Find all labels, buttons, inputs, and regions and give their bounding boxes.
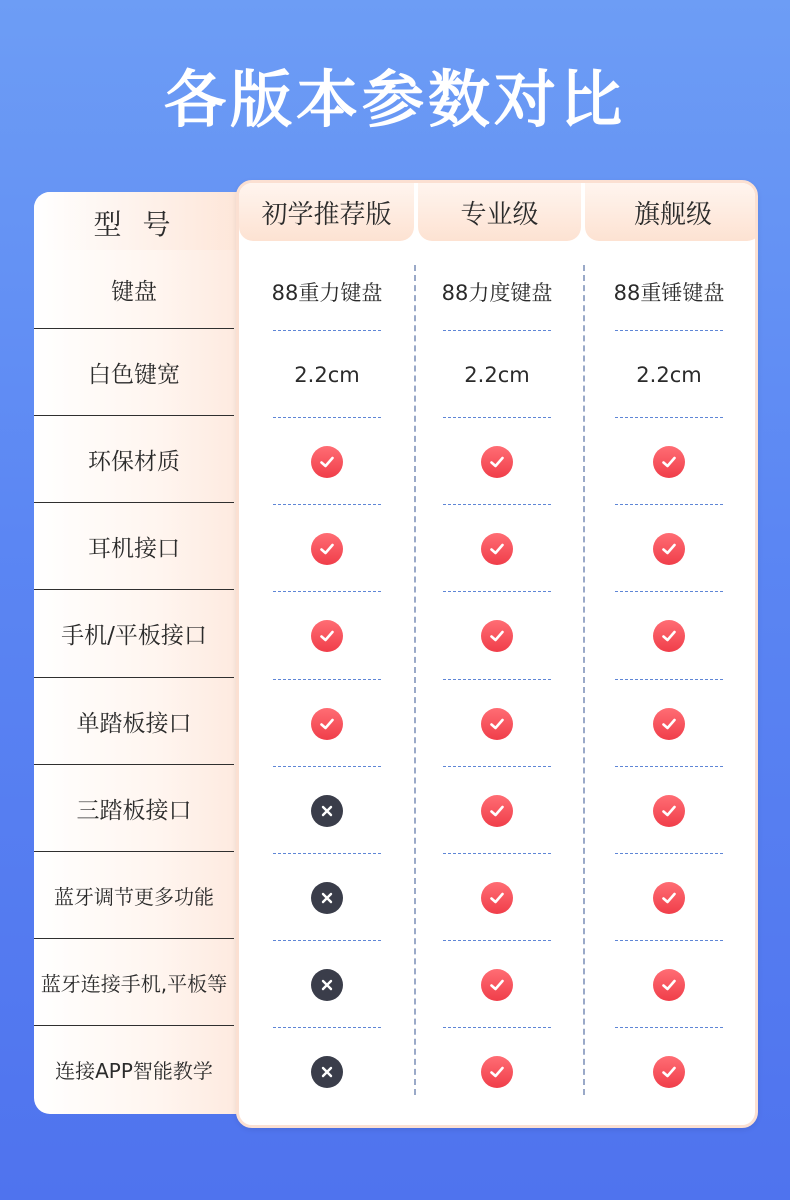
cell-value: 88力度键盘 xyxy=(441,281,553,305)
cell-status xyxy=(252,680,402,767)
cell-status xyxy=(422,941,572,1028)
row-label: 环保材质 xyxy=(34,415,234,502)
check-circle-icon xyxy=(653,533,685,565)
row-label: 蓝牙连接手机,平板等 xyxy=(34,938,234,1025)
check-circle-icon xyxy=(311,533,343,565)
check-circle-icon xyxy=(481,1056,513,1088)
cell-status xyxy=(594,680,744,767)
row-label: 键盘 xyxy=(111,278,157,305)
row-label: 蓝牙调节更多功能 xyxy=(34,851,234,938)
check-circle-icon xyxy=(653,969,685,1001)
check-circle-icon xyxy=(481,708,513,740)
cell-status xyxy=(594,418,744,505)
cell-status xyxy=(422,418,572,505)
cell-status xyxy=(594,1028,744,1115)
label-column-header: 型 号 xyxy=(34,192,264,250)
check-circle-icon xyxy=(481,969,513,1001)
cell-status xyxy=(422,767,572,854)
column-divider xyxy=(414,265,416,1095)
check-circle-icon xyxy=(481,446,513,478)
cell-value: 2.2cm xyxy=(464,362,530,387)
cell-value: 2.2cm xyxy=(636,362,702,387)
cell-status xyxy=(594,767,744,854)
x-circle-icon xyxy=(311,795,343,827)
comparison-card xyxy=(236,180,758,1128)
check-circle-icon xyxy=(481,620,513,652)
check-circle-icon xyxy=(653,1056,685,1088)
cell-value: 88重力键盘 xyxy=(271,281,383,305)
cell-status xyxy=(422,505,572,592)
check-circle-icon xyxy=(653,446,685,478)
row-label: 耳机接口 xyxy=(34,502,234,589)
check-circle-icon xyxy=(653,882,685,914)
x-circle-icon xyxy=(311,1056,343,1088)
cell-status xyxy=(252,1028,402,1115)
column-header: 专业级 xyxy=(418,183,581,241)
check-circle-icon xyxy=(481,795,513,827)
cell-status xyxy=(594,941,744,1028)
check-circle-icon xyxy=(311,708,343,740)
cell-status xyxy=(252,418,402,505)
cell-value: 2.2cm xyxy=(294,362,360,387)
cell-status xyxy=(422,592,572,680)
cell-status xyxy=(594,505,744,592)
cell-status xyxy=(594,592,744,680)
check-circle-icon xyxy=(653,795,685,827)
check-circle-icon xyxy=(481,882,513,914)
cell-status xyxy=(422,1028,572,1115)
cell-status xyxy=(252,505,402,592)
check-circle-icon xyxy=(653,708,685,740)
cell-status xyxy=(594,854,744,941)
cell-status xyxy=(252,854,402,941)
cell-value: 88重锤键盘 xyxy=(613,281,725,305)
cell-status xyxy=(252,941,402,1028)
cell-status xyxy=(422,680,572,767)
check-circle-icon xyxy=(653,620,685,652)
cell-status xyxy=(252,592,402,680)
cell-status xyxy=(422,854,572,941)
column-header: 旗舰级 xyxy=(585,183,758,241)
row-label: 连接APP智能教学 xyxy=(34,1025,234,1112)
check-circle-icon xyxy=(481,533,513,565)
cell-status xyxy=(252,767,402,854)
row-label: 手机/平板接口 xyxy=(34,589,234,677)
label-column xyxy=(34,192,264,1114)
page-title: 各版本参数对比 xyxy=(163,63,626,136)
check-circle-icon xyxy=(311,620,343,652)
column-divider xyxy=(583,265,585,1095)
row-label: 三踏板接口 xyxy=(34,764,234,851)
x-circle-icon xyxy=(311,969,343,1001)
row-label: 白色键宽 xyxy=(34,328,234,415)
x-circle-icon xyxy=(311,882,343,914)
column-header: 初学推荐版 xyxy=(239,183,414,241)
check-circle-icon xyxy=(311,446,343,478)
row-label: 单踏板接口 xyxy=(34,677,234,764)
